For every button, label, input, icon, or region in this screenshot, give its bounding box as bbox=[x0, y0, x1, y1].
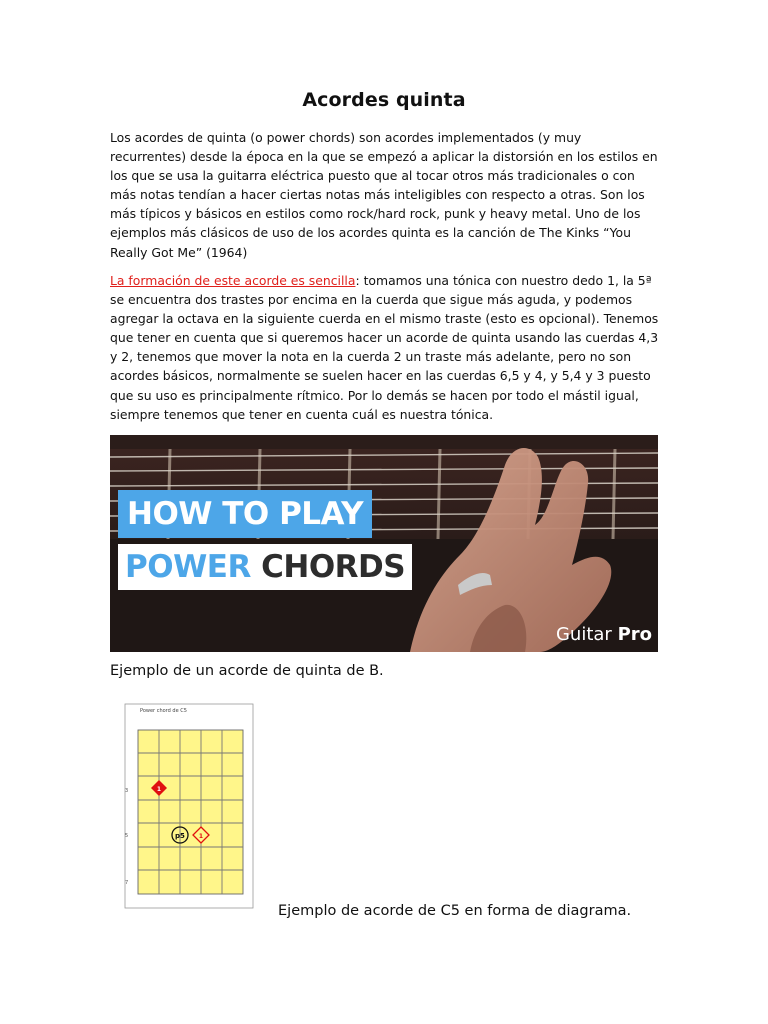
logo-regular: Guitar bbox=[555, 624, 618, 645]
banner-headline-line2 bbox=[118, 544, 412, 590]
banner-power-word: POWER bbox=[125, 549, 251, 585]
fret-number-5: 5 bbox=[125, 833, 129, 839]
formation-link[interactable]: La formación de este acorde es sencilla bbox=[110, 273, 356, 288]
caption-b-chord: Ejemplo de un acorde de quinta de B. bbox=[110, 663, 384, 679]
caption-c5-diagram: Ejemplo de acorde de C5 en forma de diagrama. bbox=[278, 903, 632, 919]
intro-paragraph: Los acordes de quinta (o power chords) son acordes implementados (y muy recurrentes) desde la época en la que se empezó a aplicar la distorsión en los estilos en los que se usa la guitarra eléctrica puesto que al tocar otros más tradicionales o con más notas tendían a hacer ciertas notas más inteligibles con respecto a otras. Son los más típicos y básicos en estilos como rock/hard rock, punk y heavy metal. Uno de los ejemplos más clásicos de uso de los acordes quinta es la canción de The Kinks “You Really Got Me” (1964) bbox=[110, 130, 658, 260]
fifth-note-label: p5 bbox=[175, 832, 185, 840]
guitar-pro-logo bbox=[556, 624, 652, 645]
formation-paragraph bbox=[110, 271, 660, 424]
fret-number-7: 7 bbox=[125, 880, 129, 886]
root-note-label: 1 bbox=[156, 786, 162, 793]
chord-diagram bbox=[118, 700, 268, 916]
fretboard bbox=[138, 730, 243, 894]
octave-note-label: 1 bbox=[198, 833, 204, 840]
diagram-title: Power chord de C5 bbox=[140, 708, 187, 714]
banner-headline-line1: HOW TO PLAY bbox=[118, 490, 372, 538]
logo-bold: Pro bbox=[617, 624, 652, 645]
fret-number-3: 3 bbox=[125, 788, 129, 794]
page-title: Acordes quinta bbox=[302, 89, 466, 111]
formation-text: : tomamos una tónica con nuestro dedo 1, la 5ª se encuentra dos trastes por encima en la cuerda que sigue más aguda, y podemos agregar la octava en la siguiente cuerda en el mismo traste (esto es opcional). Tenemos que tener en cuenta que si queremos hacer un acorde de quinta usando las cuerdas 4,3 y 2, tenemos que mover la nota en la cuerda 2 un traste más adelante, pero no son acordes básicos, normalmente se suelen hacer en las cuerdas 6,5 y 4, y 5,4 y 3 puesto que su uso es principalmente rítmico. Por lo demás se hacen por todo el mástil igual, siempre tenemos que tener en cuenta cuál es nuestra tónica. bbox=[110, 273, 659, 422]
banner-chords-word: CHORDS bbox=[250, 549, 406, 585]
